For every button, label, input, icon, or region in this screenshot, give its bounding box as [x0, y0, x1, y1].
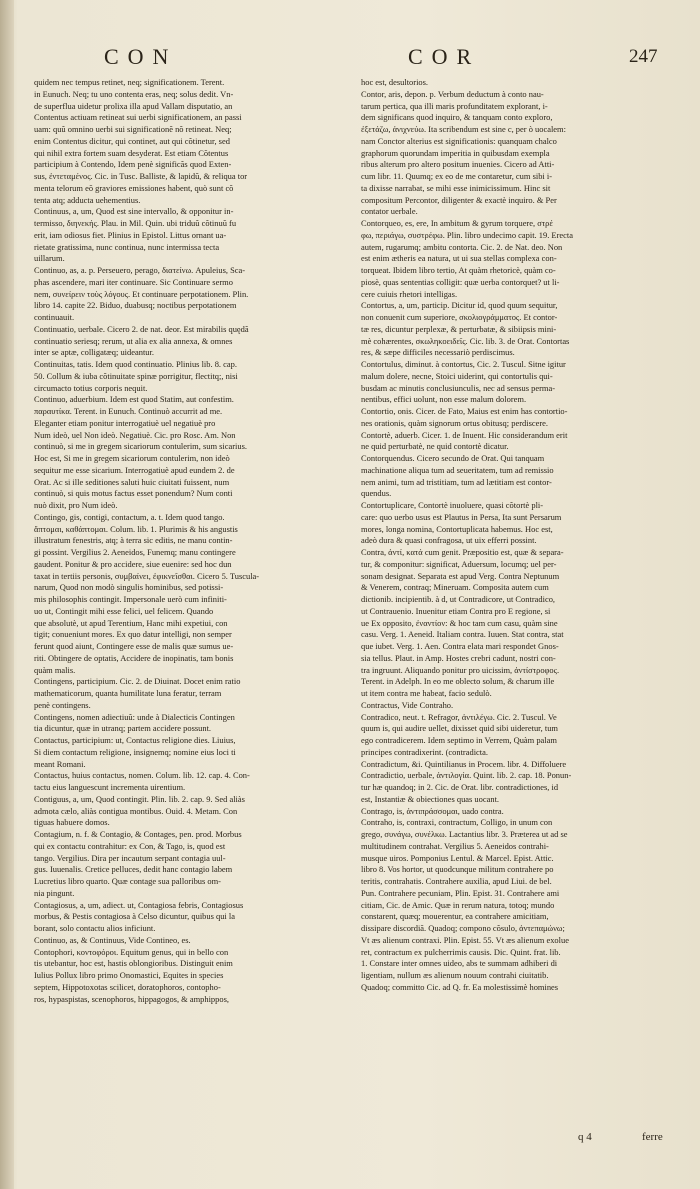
- text-line: Continuatio, uerbale. Cicero 2. de nat. deor. Est mirabilis quędã: [34, 323, 249, 334]
- text-line: & Venerem, contraq; Mineruam. Composita autem cum: [361, 582, 549, 593]
- text-line: musque uiros. Pomponius Lentul. & Marcel. Epist. Attic.: [361, 852, 554, 863]
- text-line: continuatio seriesq; rerum, ut alia ex alia annexa, & omnes: [34, 335, 233, 346]
- text-line: tia dicuntur, quæ in utranq; partem accidere possunt.: [34, 723, 212, 734]
- text-line: multitudinem contrahat. Vergilius 5. Aeneidos contrahi-: [361, 840, 549, 851]
- text-line: continuò, si me in gregem sicariorum contulerim, sum sicarius.: [34, 441, 248, 452]
- text-line: qui ex contactu contrahitur: ex Con, & Tago, is, quod est: [34, 840, 226, 851]
- text-line: uam: quũ omnino uerbi sui significationẽ nõ retineat. Neq;: [34, 124, 232, 134]
- text-line: nes orationis, quàm signorum ortus obitusq; perdiscere.: [361, 417, 549, 428]
- text-line: tarum pertica, qua illi maris profunditatem explorant, i-: [361, 100, 548, 111]
- text-line: taxat in tertiis personis, συμβαίνει, ἐφικνεῖσθαι. Cicero 5. Tuscula-: [34, 570, 260, 581]
- text-line: libro 14. capite 22. Biduo, duabusq; noctibus perpotationem: [34, 300, 237, 311]
- text-line: Contophori, κοντοφόροι. Equitum genus, qui in bello con: [34, 946, 229, 957]
- text-line: ue Ex opposito, ἐναντίον: & hoc tam cum casu, quàm sine: [361, 617, 558, 628]
- text-line: principes contradixerint. (contradicta.: [361, 746, 488, 757]
- text-line: sequitur me esse sicarium. Interrogatiuè apud eundem 2. de: [34, 464, 235, 475]
- text-line: compositum Percontor, diligenter & exactè inquiro. & Per: [361, 194, 557, 205]
- text-line: Pun. Contrahere pecuniam, Plin. Epist. 31. Contrahere ami: [361, 887, 560, 898]
- text-line: malum dolere, necne, Stoici uiderint, qui contortulis qui-: [361, 370, 553, 381]
- text-line: constarent, quæq; mouerentur, ea contrahere amicitiam,: [361, 911, 549, 922]
- text-line: menta telorum eõ graviores emissiones habent, quò sunt cõ: [34, 182, 234, 193]
- text-line: Continuo, as, a. p. Perseuero, perago, διατείνω. Apuleius, Sca-: [34, 265, 246, 275]
- text-line: meant Romani.: [34, 758, 86, 769]
- text-line: Contradico, neut. t. Refragor, ἀντιλέγω. Cic. 2. Tuscul. Ve: [361, 711, 557, 722]
- text-line: Contradictio, uerbale, ἀντιλογία. Quint. lib. 2. cap. 18. Ponun-: [361, 770, 572, 781]
- text-line: sia tellus. Plaut. in Amp. Hostes crebri cadunt, nostri con-: [361, 652, 556, 663]
- text-line: Contorqueo, es, ere, In ambitum & gyrum torquere, στρέ: [361, 218, 553, 228]
- text-line: dissipare discordiã. Quadoq; compono cõsulo, ἀντεπαμώνω;: [361, 923, 565, 933]
- text-line: ta dixisse narrabat, se mihi esse inimicissimum. Hinc sit: [361, 182, 551, 193]
- header-left-word: CON: [104, 44, 178, 69]
- text-line: ferunt quod aiunt, Contingere esse de malis quæ sumus ue-: [34, 641, 234, 651]
- text-line: φω, περιάγω, συστρέφω. Plin. libro undecimo capit. 19. Erecta: [361, 229, 573, 240]
- text-line: hoc est, desultorios.: [361, 77, 429, 87]
- text-line: nia pingunt.: [34, 887, 75, 898]
- text-line: tra ingruunt. Aliquando ponitur pro uicissim, ἀντίστροφος.: [361, 664, 560, 675]
- text-line: cum libr. 11. Quumq; ex eo de me contaretur, cum sibi i-: [361, 171, 553, 181]
- text-line: ret, contractum ex pulcherrimis causis. Dic. Quint. frat. lib.: [361, 946, 561, 957]
- text-line: Contorquendus. Cicero secundo de Orat. Qui tanquam: [361, 453, 545, 463]
- text-line: enim Contentus dicitur, qui continet, aut qui cõtinetur, sed: [34, 135, 230, 146]
- text-line: tigit; conueniunt mores. Ex quo datur intelligi, non semper: [34, 629, 232, 640]
- text-line: que absolutè, ut apud Terentium, Hanc mihi expetiui, con: [34, 617, 228, 628]
- text-line: ligentiam, nullum æs alienum nouum contrahi ciuitatib.: [361, 970, 549, 980]
- text-line: machinatione aliqua tum ad seueritatem, tum ad remissio: [361, 464, 554, 475]
- text-line: sonam designat. Separata est apud Verg. Contra Neptunum: [361, 570, 560, 581]
- text-line: grego, συνάγω, συνέλκω. Lactantius libr. 3. Præterea ut ad se: [361, 829, 568, 839]
- page-footer: [0, 1131, 700, 1147]
- text-line: non conuenit cum superiore, σκολιογράμματος. Et contor-: [361, 312, 558, 322]
- text-line: nem animi, tum ad tristitiam, tum ad lætitiam est contor-: [361, 476, 552, 487]
- text-line: Contingens, nomen adiectiuũ: unde à Dialecticis Contingen: [34, 711, 235, 722]
- text-line: Contactus, participium: ut, Contactus religione dies. Liuius,: [34, 735, 236, 745]
- text-line: phas ascendere, mari iter continuare. Sic Continuare sermo: [34, 276, 233, 287]
- text-line: Continuitas, tatis. Idem quod continuatio. Plinius lib. 8. cap.: [34, 359, 237, 369]
- text-line: Contortuplicare, Contortè inuoluere, quasi cõtortè pli-: [361, 500, 544, 510]
- text-line: penè contingens.: [34, 699, 91, 710]
- text-line: gaudent. Ponitur & pro accidere, siue euenire: sed hoc dun: [34, 558, 232, 569]
- text-line: Continuus, a, um, Quod est sine intervallo, & opponitur in-: [34, 206, 234, 217]
- text-line: quidem nec tempus retinet, neq; significationem. Terent.: [34, 77, 225, 87]
- text-line: παραυτίκα. Terent. in Eunuch. Continuò accurrit ad me.: [34, 406, 223, 416]
- text-line: graphorum quorundam imperitia in quibusdam exempla: [361, 147, 550, 158]
- text-line: Continuo, as, & Continuus, Vide Contineo, es.: [34, 934, 191, 945]
- text-line: gus. Iuuenalis. Cretice pelluces, dedit hanc contagio labem: [34, 864, 233, 875]
- text-line: Terent. in Adelph. In eo me oblecto solum, & charum ille: [361, 676, 555, 687]
- text-line: tæ res, dicuntur perplexæ, & perturbatæ, & sibiipsis mini-: [361, 323, 557, 334]
- text-line: piosè, quas sententias colligit: quæ uerba contorquet? ut li-: [361, 276, 560, 287]
- text-line: mores, longa nomina, Contortuplicata habemus. Hoc est,: [361, 523, 553, 534]
- text-line: quàm malis.: [34, 664, 76, 675]
- text-line: Contra, ἀντί, κατά cum genit. Præpositio est, quæ & separa-: [361, 547, 564, 557]
- left-column: [34, 77, 336, 1005]
- text-line: Contractus, Vide Contraho.: [361, 699, 454, 710]
- text-line: ribus alterum pro altero positum inuenies. Cicero ad Atti-: [361, 159, 555, 170]
- text-line: septem, Hippotoxotas scilicet, doratophoros, contopho-: [34, 981, 221, 992]
- text-line: Num ideò, uel Non ideò. Negatiuè. Cic. pro Rosc. Am. Non: [34, 429, 236, 440]
- text-line: admota cælo, aliàs contigua montibus. Ouid. 4. Metam. Con: [34, 805, 238, 816]
- text-line: rietate gratissima, nunc continua, nunc intermissa tecta: [34, 241, 220, 252]
- text-line: tur, & componitur: significat, Aduersum, locumq; uel per-: [361, 558, 557, 569]
- text-line: tango. Vergilius. Dira per incautum serpant contagia uul-: [34, 852, 226, 863]
- text-line: Contor, aris, depon. p. Verbum deductum à conto nau-: [361, 88, 544, 99]
- text-line: 50. Collum & iuba cõtinuitate spinæ porrigitur, flectitq;, nisi: [34, 370, 238, 381]
- text-line: ἅπτομαι, καθάπτομαι. Colum. lib. 1. Plurimis & his angustis: [34, 523, 238, 534]
- text-line: ros, hypaspistas, scenophoros, hippagogos, & amphippos,: [34, 993, 229, 1004]
- text-line: ne quid perturbatè, ne quid contortè dicatur.: [361, 441, 509, 452]
- text-line: Contortus, a, um, particip. Dicitur id, quod quum sequitur,: [361, 300, 558, 311]
- text-line: dictionib. incipientib. à d, ut Contradicore, ut Contradico,: [361, 594, 556, 604]
- text-line: Contortio, onis. Cicer. de Fato, Maius est enim has contortio-: [361, 406, 568, 416]
- text-line: quendus.: [361, 488, 392, 499]
- text-line: Orat. Ac si ille seditiones saluti huic ciuitati fuissent, num: [34, 476, 230, 487]
- running-header: [0, 44, 700, 72]
- text-line: mathematicorum, quanta humilitate luna feratur, terram: [34, 688, 222, 698]
- text-line: cere cuiuis rhetori intelligas.: [361, 288, 458, 299]
- text-line: ego contradicerem. Idem septimo in Verrem, Quàm palam: [361, 735, 557, 745]
- book-spine-shadow: [0, 0, 14, 1189]
- catchword: ferre: [642, 1131, 663, 1143]
- text-line: teritis, contrahatis. Contrahere auxilia, apud Liui. de bel.: [361, 876, 552, 886]
- text-line: Contrago, is, ἀντιπράσσομαι, uado contra.: [361, 805, 504, 816]
- text-line: tis utebantur, hoc est, hastis oblongioribus. Distinguit enim: [34, 958, 233, 969]
- text-line: qui nihil extra fortem suam desyderat. Est etiam Cõtentus: [34, 147, 229, 158]
- text-line: mè cohærentes, σκωληκοειδεῖς. Cic. lib. 3. de Orat. Contortas: [361, 335, 570, 346]
- text-line: uo ut, Contingit mihi esse felici, uel felicem. Quando: [34, 605, 214, 616]
- text-line: tiguas habuere domos.: [34, 817, 110, 828]
- text-line: participium à Contendo, Idem penè significãs quod Exten-: [34, 159, 232, 170]
- text-line: est, Instantiæ & obiectiones quas uocant.: [361, 793, 500, 804]
- text-line: tactu eius languescunt incrementa uirentium.: [34, 782, 186, 792]
- text-line: Contagiosus, a, um, adiect. ut, Contagiosa febris, Contagiosus: [34, 899, 244, 910]
- text-line: Iulius Pollux libro primo Onomastici, Equites in species: [34, 970, 224, 980]
- text-line: ut Contrauenio. Inuenitur etiam Contra pro E regione, si: [361, 605, 551, 616]
- text-line: adeò dura & quasi confragosa, ut uix efferri possint.: [361, 535, 537, 546]
- text-line: Hoc est, Si me in gregem sicariorum contulerim, non ideò: [34, 453, 230, 463]
- text-line: que iubet. Verg. 1. Aen. Contra elata mari respondet Gnos-: [361, 641, 559, 651]
- signature-mark: q 4: [578, 1131, 592, 1143]
- text-line: Contraho, is, contraxi, contractum, Colligo, in unum con: [361, 817, 553, 828]
- header-right-word: COR: [408, 44, 481, 69]
- text-line: erit, iam odiosus fiet. Plinius in Epistol. Littus ornant ua-: [34, 229, 227, 240]
- text-line: Quadoq; committo Cic. ad Q. fr. Ea molestissimè homines: [361, 981, 559, 992]
- text-line: care: quo uerbo usus est Plautus in Persa, Ita sunt Persarum: [361, 511, 562, 522]
- text-line: Contingens, participium. Cic. 2. de Diuinat. Docet enim ratio: [34, 676, 241, 687]
- text-line: in Eunuch. Neq; tu uno contenta eras, neq; solus dedit. Vn-: [34, 88, 234, 99]
- text-line: contator uerbale.: [361, 206, 418, 217]
- text-line: nuò dixit, pro Num ideò.: [34, 500, 118, 510]
- text-line: narum, Quod non modò singulis hominibus, sed potissi-: [34, 582, 224, 593]
- text-line: tur hæ quandoq; in 2. Cic. de Orat. libr. contradictiones, id: [361, 782, 559, 792]
- text-line: torqueat. Ibidem libro tertio, At quàm rhetoricè, quàm co-: [361, 265, 556, 275]
- text-line: Contradictum, &i. Quintilianus in Procem. libr. 4. Diffoluere: [361, 758, 567, 769]
- text-line: continuauit.: [34, 312, 75, 322]
- text-line: nentibus, effici uolunt, non esse malum dolorem.: [361, 394, 527, 405]
- text-line: mis philosophis contingit. Impersonale uerò cum infiniti-: [34, 594, 227, 604]
- text-line: busdam ac minutis conclusiunculis, nec ad sensus perma-: [361, 382, 556, 393]
- text-line: 1. Constare inter omnes uideo, abs te summam adhiberi di: [361, 958, 558, 969]
- text-line: continuò, si quis motus factus esset ponendum? Num conti: [34, 488, 233, 499]
- text-line: borant, solo contactu alios inficiunt.: [34, 923, 156, 933]
- text-line: nam Conctor alterius est significationis: quanquam chalco: [361, 135, 557, 146]
- text-line: quum is, qui audire uellet, dixisset quid sibi uideretur, tum: [361, 723, 558, 734]
- text-line: de superflua uidetur prolixa illa apud Vallam disputatio, an: [34, 100, 233, 111]
- text-line: uillarum.: [34, 253, 65, 264]
- text-line: illustratum fenestris, atq; à terra sic editis, ne manu contin-: [34, 535, 233, 546]
- page-number: 247: [629, 46, 658, 67]
- text-line: circumacto totius corporis nequit.: [34, 382, 148, 393]
- text-line: Vt æs alienum contraxi. Plin. Epist. 55. Vt æs alienum exolue: [361, 934, 569, 945]
- text-line: nem, συνείρειν τοὺς λόγους. Et continuare perpotationem. Plin.: [34, 288, 249, 299]
- text-line: termisso, διηνεκής. Plau. in Mil. Quin. ubi triduũ cõtinuũ fu: [34, 218, 237, 228]
- text-line: Contactus, huius contactus, nomen. Colum. lib. 12. cap. 4. Con-: [34, 770, 250, 781]
- right-column: [361, 77, 663, 994]
- text-line: est enim ætheris ea natura, ut ui sua stellas complexa con-: [361, 253, 557, 264]
- text-line: casu. Verg. 1. Aeneid. Italiam contra. Iuuen. Stat contra, stat: [361, 629, 564, 640]
- text-line: ἐξετάζω, ἀνιχνεύω. Ita scribendum est sine c, per ò uocalem:: [361, 124, 566, 134]
- text-line: morbus, & Pestis contagiosa à Celso dicuntur, quibus qui la: [34, 911, 235, 922]
- text-line: Continuo, aduerbium. Idem est quod Statim, aut confestim.: [34, 394, 234, 405]
- text-line: libro 8. Vos hortor, ut quodcunque militum contrahere po: [361, 864, 554, 875]
- text-line: res, & sæpe difficiles necessariò perdiscimus.: [361, 347, 515, 358]
- text-line: Si diem contactum religione, insignemq; nomine eius loci ti: [34, 746, 236, 757]
- text-line: ut item contra me habeat, facio sedulò.: [361, 688, 492, 698]
- text-line: Contortè, aduerb. Cicer. 1. de Inuent. Hic considerandum erit: [361, 429, 568, 440]
- text-line: inter se aptæ, colligatæq; uideantur.: [34, 347, 154, 358]
- text-line: autem, rugarumq; ambitu contorta. Cic. 2. de Nat. deo. Non: [361, 241, 563, 252]
- text-line: tenta atq; adducta uehementius.: [34, 194, 141, 205]
- text-line: riti. Obtingere de optatis, Accidere de inopinatis, tam bonis: [34, 652, 234, 663]
- text-line: Contentus actiuam retineat sui uerbi significationem, an passi: [34, 112, 242, 123]
- text-line: dem significans quod inquiro, & tanquam conto exploro,: [361, 112, 553, 123]
- text-line: citiam, Cic. de Amic. Quæ in rerum natura, totoq; mundo: [361, 899, 555, 910]
- text-line: Contiguus, a, um, Quod contingit. Plin. lib. 2. cap. 9. Sed aliàs: [34, 793, 245, 804]
- text-line: gi possint. Vergilius 2. Aeneidos, Funemq; manu contingere: [34, 547, 236, 557]
- text-line: Contortulus, diminut. à contortus, Cic. 2. Tuscul. Sitne igitur: [361, 359, 566, 369]
- text-line: Lucretius libro quarto. Quæ contage sua palloribus om-: [34, 876, 221, 886]
- text-line: Eleganter etiam ponitur interrogatiuè uel negatiuè pro: [34, 417, 216, 428]
- text-line: Contingo, gis, contigi, contactum, a. t. Idem quod tango.: [34, 511, 225, 522]
- text-line: Contagium, n. f. & Contagio, & Contages, pen. prod. Morbus: [34, 829, 242, 839]
- text-line: sus, ἐντεταμένος. Cic. in Tusc. Balliste, & lapidũ, & reliqua tor: [34, 171, 248, 181]
